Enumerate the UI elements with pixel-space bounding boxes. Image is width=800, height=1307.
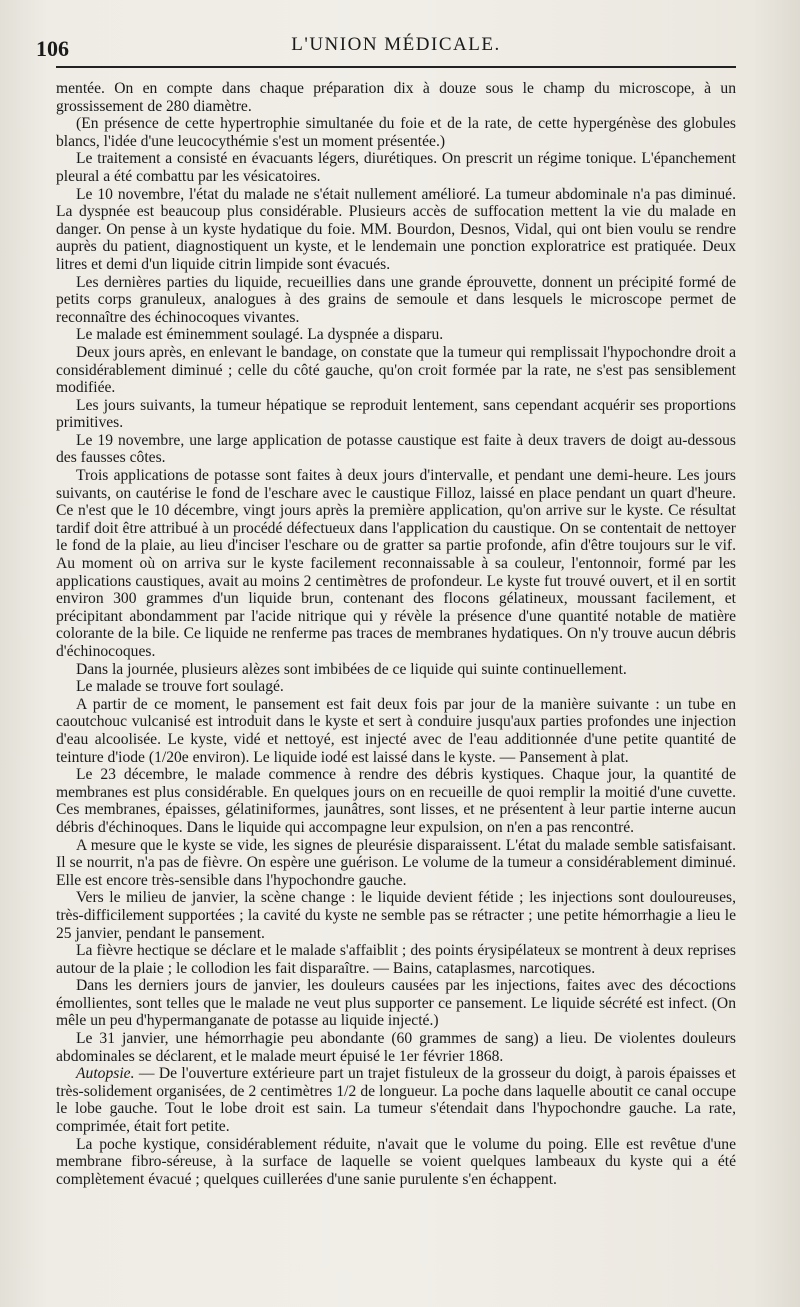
paragraph: La fièvre hectique se déclare et le malade s'affaiblit ; des points érysipélateux se montrent à deux reprises autour de la plaie ; le collodion les fait disparaître. — Bains, cataplasmes, narcotiques. [56,942,736,977]
paragraph: Le 23 décembre, le malade commence à rendre des débris kystiques. Chaque jour, la quantité de membranes est plus considérable. En quelques jours on en recueille de quoi remplir la moitié d'une cuvette. Ces membranes, épaisses, gélatiniformes, jaunâtres, sont lisses, et ne présentent à leur partie interne aucun débris d'échinoques. Dans le liquide qui accompagne leur expulsion, on n'en a pas rencontré. [56,766,736,836]
page-number: 106 [36,36,69,61]
paragraph: Les jours suivants, la tumeur hépatique se reproduit lentement, sans cependant acquérir ses proportions primitives. [56,396,736,432]
article-body [56,80,736,1188]
paragraph: Le malade est éminemment soulagé. La dyspnée a disparu. [76,326,444,344]
paragraph-autopsie: Autopsie. — De l'ouverture extérieure part un trajet fistuleux de la grosseur du doigt, à parois épaisses et très-solidement organisées, de 2 centimètres 1/2 de longueur. La poche dans laquelle aboutit ce canal occupe le lobe gauche. Tout le lobe droit est sain. La tumeur s'étendait dans l'hypochondre gauche. La rate, comprimée, était fort petite. [56,1065,736,1136]
running-title: L'UNION MÉDICALE. [291,34,501,55]
paragraph: Le 31 janvier, une hémorrhagie peu abondante (60 grammes de sang) a lieu. De violentes douleurs abdominales se déclarent, et le malade meurt épuisé le 1er février 1868. [56,1030,736,1065]
paragraph: Le traitement a consisté en évacuants légers, diurétiques. On prescrit un régime tonique. L'épanchement pleural a été combattu par les vésicatoires. [56,150,736,185]
paragraph: Le 10 novembre, l'état du malade ne s'était nullement amélioré. La tumeur abdominale n'a pas diminué. La dyspnée est beaucoup plus considérable. Plusieurs accès de suffocation mettent la vie du malade en danger. On pense à un kyste hydatique du foie. MM. Bourdon, Desnos, Vidal, qui ont bien voulu se rendre auprès du patient, diagnostiquent un kyste, et le lendemain une ponction exploratrice est pratiquée. Deux litres et demi d'un liquide citrin limpide sont évacués. [56,185,736,273]
paragraph: Deux jours après, en enlevant le bandage, on constate que la tumeur qui remplissait l'hypochondre droit a considérablement diminué ; celle du côté gauche, qu'on croit formée par la rate, ne s'est pas sensiblement modifiée. [56,343,736,397]
page-header [36,26,736,68]
paragraph: Vers le milieu de janvier, la scène change : le liquide devient fétide ; les injections sont douloureuses, très-difficilement supportées ; la cavité du kyste ne semble pas se rétracter ; une petite hémorrhagie a lieu le 25 janvier, pendant le pansement. [56,889,736,942]
paragraph: (En présence de cette hypertrophie simultanée du foie et de la rate, de cette hypergénèse des globules blancs, l'idée d'une leucocythémie s'est un moment présentée.) [56,115,736,150]
paragraph: Trois applications de potasse sont faites à deux jours d'intervalle, et pendant une demi-heure. Les jours suivants, on cautérise le fond de l'eschare avec le caustique Filloz, laissé en place pendant un quart d'heure. Ce n'est que le 10 décembre, vingt jours après la première application, qu'on arrive sur le kyste. Ce résultat tardif doit être attribué à un procédé défectueux dans l'application du caustique. On se contentait de nettoyer le fond de la plaie, au lieu d'inciser l'eschare ou de gratter sa partie profonde, afin d'être toujours sur le vif. Au moment où on arriva sur le kyste facilement reconnaissable à sa couleur, l'entonnoir, formé par les applications caustiques, avait au moins 2 centimètres de profondeur. Le kyste fut trouvé ouvert, et il en sortit environ 300 grammes d'un liquide brun, contenant des flocons gélatineux, moussant facilement, et précipitant abondamment par l'acide nitrique qui y révèle la présence d'une quantité notable de matière colorante de la bile. Ce liquide ne renferme pas traces de membranes hydatiques. On n'y trouve aucun débris d'échinocoques. [56,467,736,660]
paragraph: A mesure que le kyste se vide, les signes de pleurésie disparaissent. L'état du malade semble satisfaisant. Il se nourrit, n'a pas de fièvre. On espère une guérison. Le volume de la tumeur a considérablement diminué. Elle est encore très-sensible dans l'hypochondre gauche. [56,836,736,889]
paragraph: La poche kystique, considérablement réduite, n'avait que le volume du poing. Elle est revêtue d'une membrane fibro-séreuse, à la surface de laquelle se voient quelques lambeaux du kyste qui a été complètement évacué ; quelques cuillerées d'une sanie purulente s'en échappent. [56,1135,736,1188]
paragraph: mentée. On en compte dans chaque préparation dix à douze sous le champ du microscope, à un grossissement de 280 diamètre. [56,80,736,115]
paragraph: Le 19 novembre, une large application de potasse caustique est faite à deux travers de doigt au-dessous des fausses côtes. [56,431,736,467]
paragraph: A partir de ce moment, le pansement est fait deux fois par jour de la manière suivante : un tube en caoutchouc vulcanisé est introduit dans le kyste et sert à conduire jusqu'aux parties profondes une injection d'eau alcoolisée. Le kyste, vidé et nettoyé, est injecté avec de l'eau additionnée d'une petite quantité de teinture d'iode (1/20e environ). Le liquide iodé est laissé dans le kyste. — Pansement à plat. [56,695,736,766]
paragraph: Dans les derniers jours de janvier, les douleurs causées par les injections, faites avec des décoctions émollientes, sont telles que le malade ne veut plus supporter ce pansement. Le liquide sécrété est infect. (On mêle un peu d'hypermanganate de potasse au liquide injecté.) [56,977,736,1030]
section-lead: Autopsie. [76,1065,135,1083]
paragraph: Dans la journée, plusieurs alèzes sont imbibées de ce liquide qui suinte continuellement. [76,660,627,678]
paragraph: Le malade se trouve fort soulagé. [76,678,284,696]
paragraph: Les dernières parties du liquide, recueillies dans une grande éprouvette, donnent un précipité formé de petits corps granuleux, analogues à des grains de semoule et dans lesquels le microscope permet de reconnaître des échinocoques vivantes. [56,273,736,326]
